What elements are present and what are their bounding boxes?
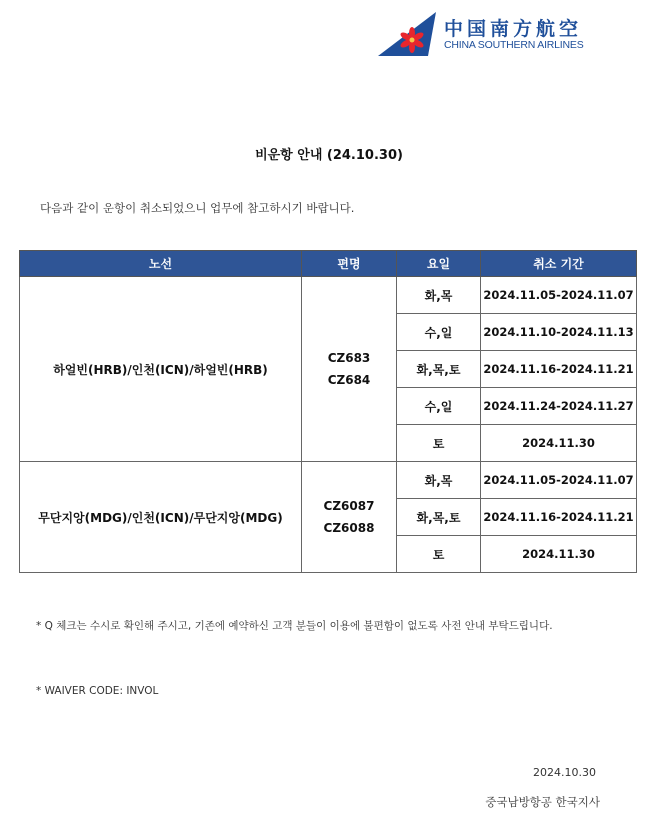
flight-cell: [302, 277, 397, 462]
route-cell: 무단지앙(MDG)/인천(ICN)/무단지앙(MDG): [20, 462, 302, 573]
table-header-row: [20, 251, 637, 277]
signature: 중국남방항공 한국지사: [485, 795, 600, 809]
kapok-flower-tail-icon: [378, 12, 438, 58]
days-cell: 토: [397, 536, 481, 573]
route-cell: 하얼빈(HRB)/인천(ICN)/하얼빈(HRB): [20, 277, 302, 462]
days-cell: 화,목: [397, 277, 481, 314]
period-cell: 2024.11.10-2024.11.13: [481, 314, 637, 351]
header-route: 노선: [20, 251, 302, 277]
notice-intro: 다음과 같이 운항이 취소되었으니 업무에 참고하시기 바랍니다.: [40, 201, 355, 215]
flight-cell: [302, 462, 397, 573]
notice-title: 비운항 안내 (24.10.30): [255, 148, 403, 163]
flight-number: CZ684: [327, 373, 371, 387]
flight-number: CZ6088: [323, 521, 375, 535]
company-logo: [378, 12, 608, 60]
days-cell: 토: [397, 425, 481, 462]
cancellation-table: [19, 250, 637, 573]
waiver-code-note: * WAIVER CODE: INVOL: [36, 685, 159, 697]
issue-date: 2024.10.30: [533, 766, 596, 779]
period-cell: 2024.11.30: [481, 425, 637, 462]
period-cell: 2024.11.24-2024.11.27: [481, 388, 637, 425]
logo-english-name: CHINA SOUTHERN AIRLINES: [444, 39, 584, 51]
flight-number: CZ683: [327, 351, 371, 365]
days-cell: 화,목,토: [397, 351, 481, 388]
logo-chinese-name: 中国南方航空: [444, 18, 583, 40]
table-row: [20, 462, 637, 499]
header-flight: 편명: [302, 251, 397, 277]
flight-number: CZ6087: [323, 499, 375, 513]
days-cell: 수,일: [397, 314, 481, 351]
header-days: 요일: [397, 251, 481, 277]
days-cell: 수,일: [397, 388, 481, 425]
header-period: 취소 기간: [481, 251, 637, 277]
period-cell: 2024.11.05-2024.11.07: [481, 462, 637, 499]
period-cell: 2024.11.16-2024.11.21: [481, 499, 637, 536]
period-cell: 2024.11.05-2024.11.07: [481, 277, 637, 314]
period-cell: 2024.11.16-2024.11.21: [481, 351, 637, 388]
days-cell: 화,목,토: [397, 499, 481, 536]
period-cell: 2024.11.30: [481, 536, 637, 573]
table-row: [20, 277, 637, 314]
days-cell: 화,목: [397, 462, 481, 499]
q-check-note: * Q 체크는 수시로 확인해 주시고, 기존에 예약하신 고객 분들이 이용에 불편함이 없도록 사전 안내 부탁드립니다.: [36, 620, 553, 632]
